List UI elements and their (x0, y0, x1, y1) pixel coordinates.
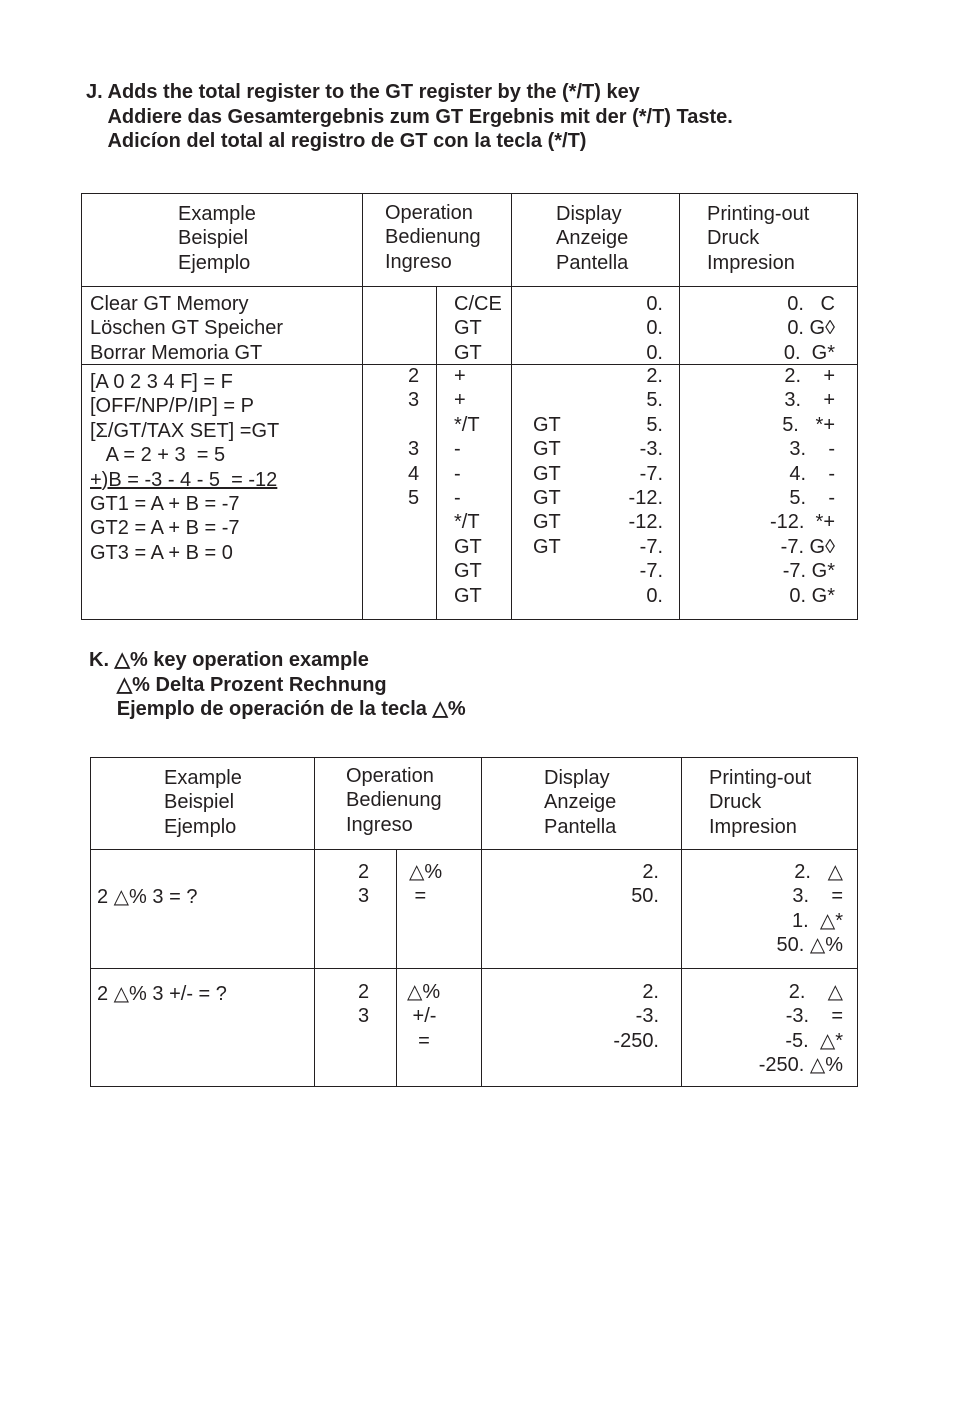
row2-display: 2. -3. -250. (613, 981, 659, 1052)
section-k-heading (89, 648, 466, 722)
row-divider (82, 286, 857, 287)
row1-numbers: 2 3 (358, 861, 370, 908)
row1-display: 2. 50. (631, 861, 659, 908)
row1-keys: C/CE GT GT (454, 293, 502, 364)
header-printing: Printing-out Druck Impresion (707, 203, 810, 274)
row-divider (91, 968, 857, 969)
heading-line: Addiere das Gesamtergebnis zum GT Ergebnis mit der (*/T) Taste. (86, 105, 733, 128)
column-divider (314, 758, 315, 1086)
row2-display: 2. 5. 5. -3. -7. -12. -12. -7. -7. 0. (628, 365, 663, 607)
header-display: Display Anzeige Pantella (556, 203, 629, 274)
column-divider (681, 758, 682, 1086)
header-operation: Operation Bedienung Ingreso (385, 202, 481, 273)
delta-percent-table (90, 757, 858, 1087)
row2-numbers: 2 3 (358, 981, 370, 1028)
gt-register-table (81, 193, 858, 620)
column-divider (511, 194, 512, 619)
row1-example: 2 △% 3 = ? (97, 886, 198, 908)
column-divider (362, 194, 363, 619)
header-operation: Operation Bedienung Ingreso (346, 765, 442, 836)
column-divider (481, 758, 482, 1086)
header-example: Example Beispiel Ejemplo (164, 767, 242, 838)
row2-example: 2 △% 3 +/- = ? (97, 983, 227, 1005)
heading-line: Adicíon del total al registro de GT con la tecla (*/T) (86, 130, 587, 152)
row2-display-gt: GT GT GT GT GT GT (533, 413, 561, 558)
row1-printing: 0. C 0. G◊ 0. G* (783, 293, 835, 364)
section-j-heading (86, 80, 733, 154)
row1-display: 0. 0. 0. (646, 293, 663, 364)
header-printing: Printing-out Druck Impresion (709, 767, 812, 838)
header-example: Example Beispiel Ejemplo (178, 203, 256, 274)
heading-line: △% Delta Prozent Rechnung (89, 673, 387, 696)
row2-keys: △% +/- = (407, 981, 441, 1052)
row2-printing: 2. + 3. + 5. *+ 3. - 4. - 5. - -12. *+ -7. G◊ -7. G* 0. G* (769, 365, 835, 607)
row1-keys: △% = (409, 861, 443, 908)
column-divider (436, 286, 437, 619)
header-display: Display Anzeige Pantella (544, 767, 617, 838)
row1-example: Clear GT Memory Löschen GT Speicher Borrar Memoria GT (90, 293, 284, 364)
row2-keys: + + */T - - - */T GT GT GT (454, 365, 482, 607)
heading-line: K. △% key operation example (89, 649, 369, 671)
row2-numbers: 2 3 3 4 5 (408, 365, 420, 510)
column-divider (679, 194, 680, 619)
row-divider (91, 849, 857, 850)
row2-printing: 2. △ -3. = -5. △* -250. △% (758, 981, 843, 1077)
row2-example: [A 0 2 3 4 F] = F [OFF/NP/P/IP] = P [Σ/GT/TAX SET] =GT A = 2 + 3 = 5 +)B = -3 - 4 - 5 = -12 GT1 = A + B = -7 GT2 = A + B = -7 GT3 = A + B = 0 (90, 371, 280, 564)
row1-printing: 2. △ 3. = 1. △* 50. △% (776, 861, 843, 957)
heading-line: J. Adds the total register to the GT register by the (*/T) key (86, 81, 640, 103)
heading-line: Ejemplo de operación de la tecla △% (89, 698, 466, 720)
